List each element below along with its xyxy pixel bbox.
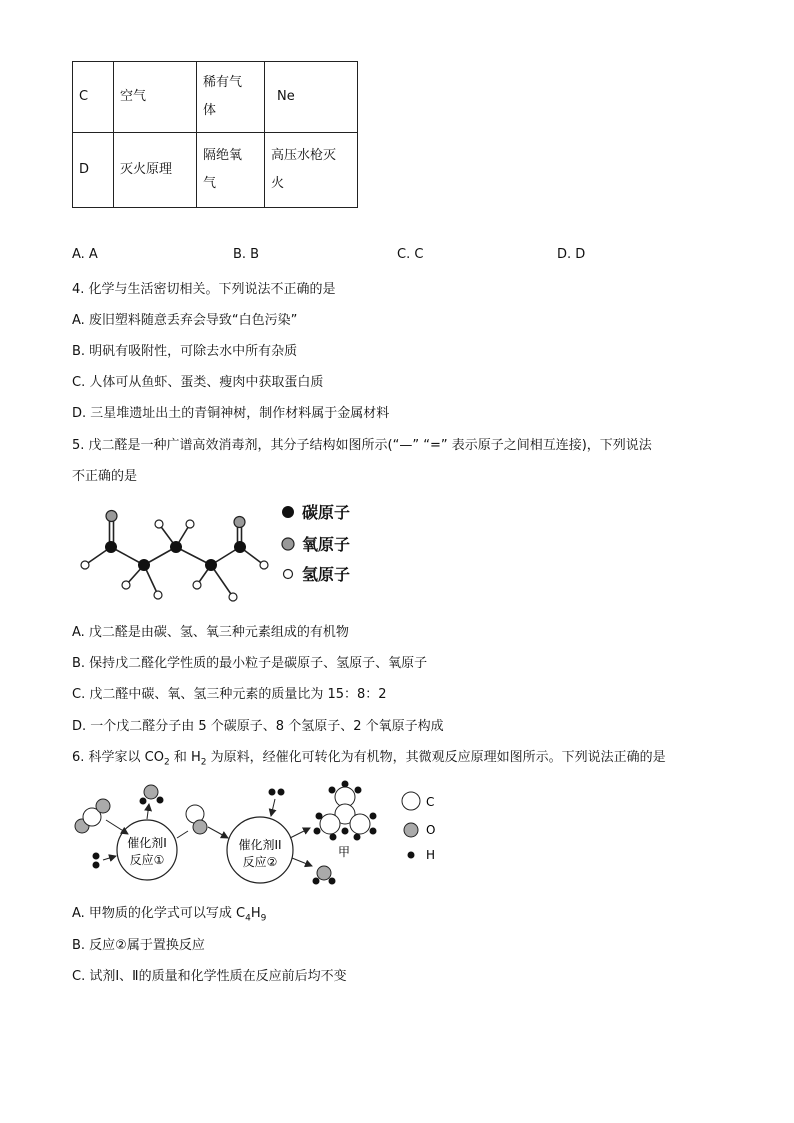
legend-oxygen-swatch — [282, 538, 294, 550]
carbon-atom — [350, 814, 370, 834]
carbon-atom — [170, 541, 182, 553]
hydrogen-atom — [316, 813, 323, 820]
q5-stem-line2: 不正确的是 — [72, 469, 138, 484]
hydrogen-atom — [354, 834, 361, 841]
q4-option-b: B. 明矾有吸附性，可除去水中所有杂质 — [72, 344, 298, 359]
hydrogen-atom — [329, 787, 336, 794]
classification-table — [72, 61, 358, 208]
table-cell-example — [265, 62, 358, 133]
q6-stem-part: 和 H — [169, 750, 201, 765]
legend-oxygen-label: O — [426, 823, 436, 837]
hydrogen-atom — [342, 828, 349, 835]
legend-oxygen-label: 氧原子 — [302, 535, 351, 554]
table-cell-class — [197, 62, 265, 133]
oxygen-atom — [96, 799, 110, 813]
hydrogen-atom — [81, 561, 89, 569]
oxygen-atom — [317, 866, 331, 880]
legend-carbon-label: C — [426, 795, 435, 809]
q3-option-c: C. C — [397, 247, 424, 262]
q5-option-a: A. 戊二醛是由碳、氢、氧三种元素组成的有机物 — [72, 625, 349, 640]
hydrogen-atom — [140, 798, 147, 805]
hydrogen-atom — [93, 862, 100, 869]
carbon-atom — [205, 559, 217, 571]
hydrogen-atom — [314, 828, 321, 835]
hydrogen-atom — [355, 787, 362, 794]
oxygen-atom — [144, 785, 158, 799]
hydrogen-atom — [260, 561, 268, 569]
hydrogen-atom — [330, 834, 337, 841]
reaction-2-label: 反应② — [242, 855, 278, 869]
q5-option-c: C. 戊二醛中碳、氧、氢三种元素的质量比为 15：8：2 — [72, 687, 387, 702]
legend-hydrogen-swatch — [284, 570, 293, 579]
table-cell-class — [197, 133, 265, 208]
table-cell-item: 灭火原理 — [114, 133, 197, 208]
q4-option-a: A. 废旧塑料随意丢弃会导致“白色污染” — [72, 313, 298, 328]
hydrogen-atom — [157, 797, 164, 804]
carbon-atom — [320, 814, 340, 834]
q6-stem — [72, 746, 666, 768]
q4-stem: 4. 化学与生活密切相关。下列说法不正确的是 — [72, 282, 336, 297]
legend-hydrogen-swatch — [408, 852, 415, 859]
hydrogen-atom — [93, 853, 100, 860]
oxygen-atom — [234, 517, 245, 528]
q6-option-b: B. 反应②属于置换反应 — [72, 938, 205, 953]
q6-stem-part: 为原料，经催化可转化为有机物，其微观反应原理如图所示。下列说法正确的是 — [206, 750, 666, 765]
oxygen-atom — [106, 511, 117, 522]
q6-stem-sub: 2 — [200, 757, 207, 768]
hydrogen-atom — [370, 813, 377, 820]
oxygen-atom — [193, 820, 207, 834]
product-label: 甲 — [337, 845, 351, 859]
carbon-atom — [234, 541, 246, 553]
hydrogen-atom — [329, 878, 336, 885]
q4-option-c: C. 人体可从鱼虾、蛋类、瘦肉中获取蛋白质 — [72, 375, 324, 390]
cell-line: 隔绝氧 — [203, 148, 243, 163]
legend-carbon-swatch — [402, 792, 420, 810]
table-cell-letter: C — [73, 62, 114, 133]
q6-stem-part: 6. 科学家以 CO — [72, 750, 164, 765]
cell-line: 火 — [271, 176, 285, 191]
reaction-mechanism-figure — [70, 776, 450, 894]
table-cell-example — [265, 133, 358, 208]
catalyst-2-label: 催化剂II — [238, 838, 282, 852]
legend-oxygen-swatch — [404, 823, 418, 837]
table-row — [73, 133, 358, 208]
cell-line: 气 — [203, 176, 217, 191]
cell-text: Ne — [277, 89, 295, 104]
hydrogen-atom — [269, 789, 276, 796]
q3-option-a: A. A — [72, 247, 98, 262]
hydrogen-atom — [313, 878, 320, 885]
hydrogen-atom — [154, 591, 162, 599]
hydrogen-atom — [193, 581, 201, 589]
carbon-atom — [138, 559, 150, 571]
q6-option-c: C. 试剂Ⅰ、Ⅱ的质量和化学性质在反应前后均不变 — [72, 969, 347, 984]
q5-option-b: B. 保持戊二醛化学性质的最小粒子是碳原子、氢原子、氧原子 — [72, 656, 428, 671]
table-cell-letter: D — [73, 133, 114, 208]
q6-stem-sub: 2 — [163, 757, 170, 768]
q3-option-b: B. B — [233, 247, 260, 262]
q6-option-a-sub: 4 — [245, 913, 251, 924]
carbon-atom — [105, 541, 117, 553]
hydrogen-atom — [278, 789, 285, 796]
q6-option-a-sub: 9 — [260, 913, 267, 924]
cell-line: 稀有气 — [203, 75, 243, 90]
q6-option-a — [72, 902, 266, 924]
legend-carbon-label: 碳原子 — [302, 503, 351, 522]
cell-line: 体 — [203, 103, 217, 118]
q5-option-d: D. 一个戊二醛分子由 5 个碳原子、8 个氢原子、2 个氧原子构成 — [72, 719, 444, 734]
catalyst-1-circle — [117, 820, 177, 880]
hydrogen-atom — [342, 781, 349, 788]
legend-carbon-swatch — [282, 506, 294, 518]
reaction-1-label: 反应① — [129, 853, 165, 867]
catalyst-1-label: 催化剂I — [127, 836, 167, 850]
legend-hydrogen-label: H — [426, 848, 436, 862]
hydrogen-atom — [186, 520, 194, 528]
table-row — [73, 62, 358, 133]
cell-line: 高压水枪灭 — [271, 148, 337, 163]
hydrogen-atom — [370, 828, 377, 835]
q6-option-a-part: H — [250, 906, 261, 921]
hydrogen-atom — [155, 520, 163, 528]
q6-option-a-part: A. 甲物质的化学式可以写成 C — [72, 906, 246, 921]
glutaraldehyde-structure-figure — [70, 495, 370, 610]
legend-hydrogen-label: 氢原子 — [302, 565, 351, 584]
q4-option-d: D. 三星堆遗址出土的青铜神树，制作材料属于金属材料 — [72, 406, 390, 421]
hydrogen-atom — [122, 581, 130, 589]
q3-option-d: D. D — [557, 247, 586, 262]
q5-stem-line1: 5. 戊二醛是一种广谱高效消毒剂，其分子结构如图所示(“—” “=” 表示原子之间相互连接)，下列说法 — [72, 438, 652, 453]
table-cell-item: 空气 — [114, 62, 197, 133]
hydrogen-atom — [229, 593, 237, 601]
